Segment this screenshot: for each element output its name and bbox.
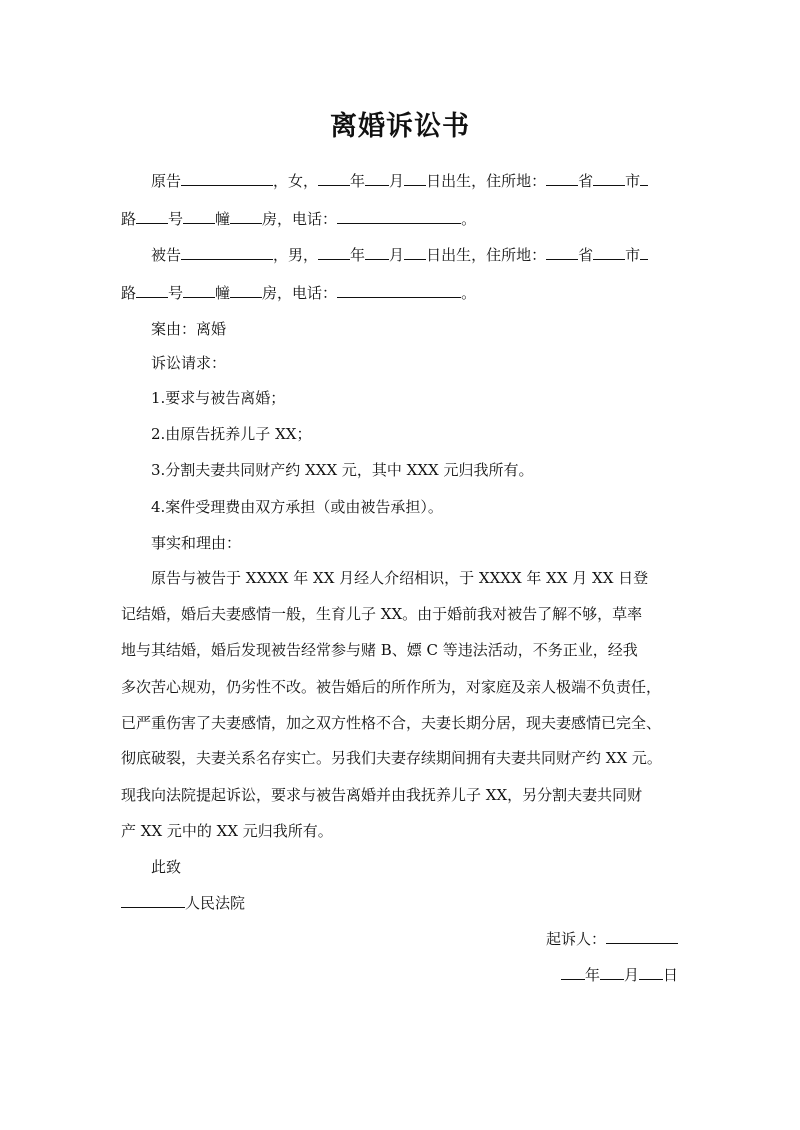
number-blank[interactable] xyxy=(136,210,168,224)
building-label: 幢 xyxy=(215,284,231,302)
claim-item: 2.由原告抚养儿子 XX； xyxy=(151,425,312,443)
city-label: 市 xyxy=(625,172,641,190)
name-blank[interactable] xyxy=(181,172,273,186)
building-blank[interactable] xyxy=(183,284,215,298)
court-label: 人民法院 xyxy=(185,894,246,912)
facts-line: 已严重伤害了夫妻感情，加之双方性格不合，夫妻长期分居，现夫妻感情已完全、 xyxy=(121,714,662,732)
month-label: 月 xyxy=(389,172,405,190)
day-blank[interactable] xyxy=(639,966,663,980)
name-blank[interactable] xyxy=(181,246,273,260)
plaintiff-gender: ，女， xyxy=(273,172,319,190)
year-blank[interactable] xyxy=(318,172,350,186)
city-label: 市 xyxy=(625,246,641,264)
province-blank[interactable] xyxy=(546,246,578,260)
claim-item: 1.要求与被告离婚； xyxy=(151,389,286,407)
building-label: 幢 xyxy=(215,210,231,228)
born-label: 日出生，住所地： xyxy=(426,172,547,190)
plaintiff-label: 原告 xyxy=(151,172,182,190)
phone-blank[interactable] xyxy=(337,284,461,298)
city-blank[interactable] xyxy=(593,246,625,260)
trailing-blank[interactable] xyxy=(640,172,648,186)
case-cause: 案由：离婚 xyxy=(151,320,227,338)
number-label: 号 xyxy=(168,210,184,228)
year-label: 年 xyxy=(350,172,366,190)
closing-salutation: 此致 xyxy=(151,858,182,876)
day-blank[interactable] xyxy=(404,246,426,260)
room-blank[interactable] xyxy=(230,284,262,298)
year-blank[interactable] xyxy=(561,966,585,980)
born-label: 日出生，住所地： xyxy=(426,246,547,264)
year-label: 年 xyxy=(584,966,600,984)
facts-line: 彻底破裂，夫妻关系名存实亡。另我们夫妻存续期间拥有夫妻共同财产约 XX 元。 xyxy=(121,749,662,767)
court-blank[interactable] xyxy=(121,894,185,908)
facts-line: 产 XX 元中的 XX 元归我所有。 xyxy=(121,822,333,840)
road-label: 路 xyxy=(121,284,137,302)
trailing-blank[interactable] xyxy=(640,246,648,260)
signer-blank[interactable] xyxy=(606,930,678,944)
claim-item: 3.分割夫妻共同财产约 XXX 元，其中 XXX 元归我所有。 xyxy=(151,461,534,479)
month-label: 月 xyxy=(623,966,639,984)
date-line xyxy=(561,964,678,985)
period: 。 xyxy=(461,284,477,302)
number-blank[interactable] xyxy=(136,284,168,298)
number-label: 号 xyxy=(168,284,184,302)
defendant-gender: ，男， xyxy=(273,246,319,264)
defendant-line-1 xyxy=(151,244,711,265)
claim-item: 4.案件受理费由双方承担（或由被告承担）。 xyxy=(151,498,443,516)
facts-line: 原告与被告于 XXXX 年 XX 月经人介绍相识，于 XXXX 年 XX 月 XX 日登 xyxy=(151,569,649,587)
province-blank[interactable] xyxy=(546,172,578,186)
facts-line: 地与其结婚，婚后发现被告经常参与赌 B、嫖 C 等违法活动，不务正业，经我 xyxy=(121,641,638,659)
building-blank[interactable] xyxy=(183,210,215,224)
signer-label: 起诉人： xyxy=(545,930,606,948)
court-line xyxy=(121,892,681,913)
day-blank[interactable] xyxy=(404,172,426,186)
facts-line: 记结婚，婚后夫妻感情一般，生育儿子 XX。由于婚前我对被告了解不够，草率 xyxy=(121,605,643,623)
period: 。 xyxy=(461,210,477,228)
claims-heading: 诉讼请求： xyxy=(151,354,227,372)
month-blank[interactable] xyxy=(600,966,624,980)
plaintiff-line-2 xyxy=(121,208,681,229)
month-label: 月 xyxy=(389,246,405,264)
room-phone-label: 房，电话： xyxy=(262,210,338,228)
year-label: 年 xyxy=(350,246,366,264)
road-label: 路 xyxy=(121,210,137,228)
province-label: 省 xyxy=(578,246,594,264)
room-blank[interactable] xyxy=(230,210,262,224)
defendant-label: 被告 xyxy=(151,246,182,264)
city-blank[interactable] xyxy=(593,172,625,186)
document-title: 离婚诉讼书 xyxy=(330,111,470,142)
province-label: 省 xyxy=(578,172,594,190)
signer-line xyxy=(546,928,678,949)
day-label: 日 xyxy=(662,966,678,984)
month-blank[interactable] xyxy=(365,246,389,260)
phone-blank[interactable] xyxy=(337,210,461,224)
facts-line: 现我向法院提起诉讼，要求与被告离婚并由我抚养儿子 XX，另分割夫妻共同财 xyxy=(121,786,643,804)
facts-line: 多次苦心规劝，仍劣性不改。被告婚后的所作所为，对家庭及亲人极端不负责任， xyxy=(121,678,662,696)
month-blank[interactable] xyxy=(365,172,389,186)
facts-heading: 事实和理由： xyxy=(151,534,242,552)
defendant-line-2 xyxy=(121,282,681,303)
plaintiff-line-1 xyxy=(151,170,711,191)
year-blank[interactable] xyxy=(318,246,350,260)
room-phone-label: 房，电话： xyxy=(262,284,338,302)
